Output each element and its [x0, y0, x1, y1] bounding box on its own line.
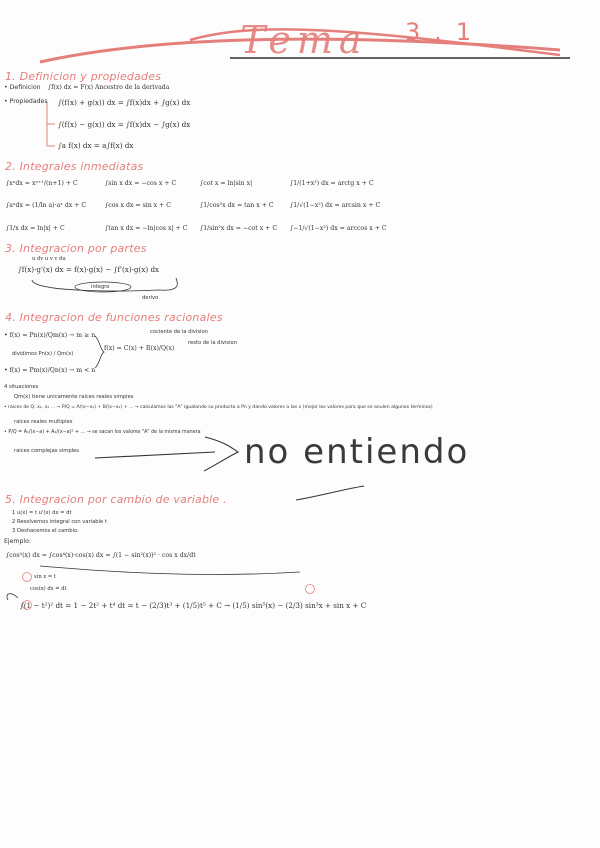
immediate-integral-r2c2: ∫cos x dx = sin x + C — [105, 202, 172, 209]
situaciones-label: 4 situaciones — [4, 384, 39, 390]
step-circle-3 — [306, 585, 315, 594]
no-entiendo-annotation: no entiendo — [244, 432, 470, 472]
example-expression: ∫cos⁵(x) dx = ∫cos⁴(x)·cos(x) dx = ∫(1 − sin²(x))² · cos x dx/dt — [6, 552, 196, 559]
parts-note-derivo: derivo — [142, 295, 159, 301]
parts-formula: ∫f(x)·g'(x) dx = f(x)·g(x) − ∫f'(x)·g(x) dx — [18, 265, 160, 274]
situation-1-detail: • raices de Q: x₁, x₂ ... → P/Q = A/(x−x₁) + B/(x−x₂) + ... → calculamos las "A" igualando su producto a Pn y dando valores a las x (mejor los valores para que se anulen algunos terminos) — [4, 405, 433, 410]
property-arrows — [47, 124, 55, 146]
page-title: Tema — [240, 18, 368, 62]
substitution-step-1: 1 u(x) = t u'(x) dx = dt — [12, 510, 72, 516]
immediate-integral-r1c4: ∫1/(1+x²) dx = arctg x + C — [290, 180, 374, 187]
example-label: Ejemplo: — [4, 538, 31, 545]
section-1-heading: 1. Definicion y propiedades — [5, 70, 162, 83]
example-substitution-1: sin x = t — [34, 574, 56, 580]
immediate-integral-r3c4: ∫−1/√(1−x²) dx = arccos x + C — [290, 225, 387, 232]
example-substitution-2: cos(x) dx = dt — [30, 586, 67, 592]
example-underline — [40, 566, 300, 574]
situation-2-detail: • P/Q = A₁/(x−a) + A₂/(x−a)² + ... → se sacan los valores "A" de la misma manera — [4, 430, 201, 435]
immediate-integral-r2c1: ∫aˣdx = (1/ln a)·aˣ dx + C — [6, 202, 87, 209]
immediate-integral-r1c1: ∫xⁿdx = xⁿ⁺¹/(n+1) + C — [6, 180, 78, 187]
immediate-integral-r3c2: ∫tan x dx = −ln|cos x| + C — [105, 225, 188, 232]
immediate-integral-r3c1: ∫1/x dx = ln|x| + C — [6, 225, 65, 232]
example-final-result: ∫(1 − t²)² dt = 1 − 2t² + t⁴ dt = t − (2/3)t³ + (1/5)t⁵ + C → (1/5) sin⁵(x) − (2/3) sin³x + sin x + C — [20, 601, 367, 610]
property-constant: ∫a f(x) dx = a∫f(x) dx — [58, 141, 134, 150]
property-difference: ∫(f(x) − g(x)) dx = ∫f(x)dx − ∫g(x) dx — [58, 120, 191, 129]
rational-resto-note: resto de la division — [188, 340, 238, 346]
substitution-step-3: 3 Deshacemos el cambio. — [12, 528, 79, 534]
section-3-heading: 3. Integracion por partes — [5, 242, 147, 255]
definition-label: • Definicion — [4, 84, 41, 91]
no-entiendo-flourish — [296, 486, 364, 500]
immediate-integral-r2c3: ∫1/cos²x dx = tan x + C — [200, 202, 274, 209]
final-step-hook — [7, 594, 18, 600]
immediate-integral-r1c2: ∫sin x dx = −cos x + C — [105, 180, 177, 187]
immediate-integral-r3c3: ∫1/sin²x dx = −cot x + C — [200, 225, 278, 232]
rational-brace — [95, 336, 104, 368]
rational-dividimos: dividimos Pn(x) / Qm(x) — [12, 351, 74, 357]
property-sum: ∫(f(x) + g(x)) dx = ∫f(x)dx + ∫g(x) dx — [58, 98, 191, 107]
immediate-integral-r1c3: ∫cot x = ln|sin x| — [200, 180, 253, 187]
situation-3: raices complejas simples — [14, 448, 79, 454]
section-4-heading: 4. Integracion de funciones racionales — [5, 311, 223, 324]
big-arrow-shaft — [95, 452, 215, 458]
substitution-step-2: 2 Resolvemos integral con variable t — [12, 519, 107, 525]
parts-marks: u dv u v v du — [32, 256, 66, 262]
parts-note-integro: integro — [91, 284, 110, 290]
definition-formula: ∫f(x) dx = F(x) Ancestro de la derivada — [48, 84, 170, 91]
page-title-number: 3.1 — [405, 18, 486, 46]
rational-case-2: • f(x) = Pm(x)/Qn(x) → m < n — [4, 367, 96, 374]
properties-label: • Propiedades — [4, 98, 48, 105]
rational-cociente-note: cociente de la division — [150, 329, 208, 335]
section-5-heading: 5. Integracion por cambio de variable . — [5, 493, 227, 506]
situation-2: raices reales multiples — [14, 419, 73, 425]
section-2-heading: 2. Integrales inmediatas — [5, 160, 144, 173]
step-circle-2 — [23, 573, 32, 582]
situation-1: Qm(x) tiene unicamente raices reales simples — [14, 394, 134, 400]
immediate-integral-r2c4: ∫1/√(1−x²) dx = arcsin x + C — [290, 202, 381, 209]
rational-result: f(x) = C(x) + R(x)/Q(x) — [104, 345, 175, 352]
big-arrow-head — [204, 437, 238, 471]
rational-case-1: • f(x) = Pn(x)/Qm(x) → m ≥ n — [4, 332, 96, 339]
